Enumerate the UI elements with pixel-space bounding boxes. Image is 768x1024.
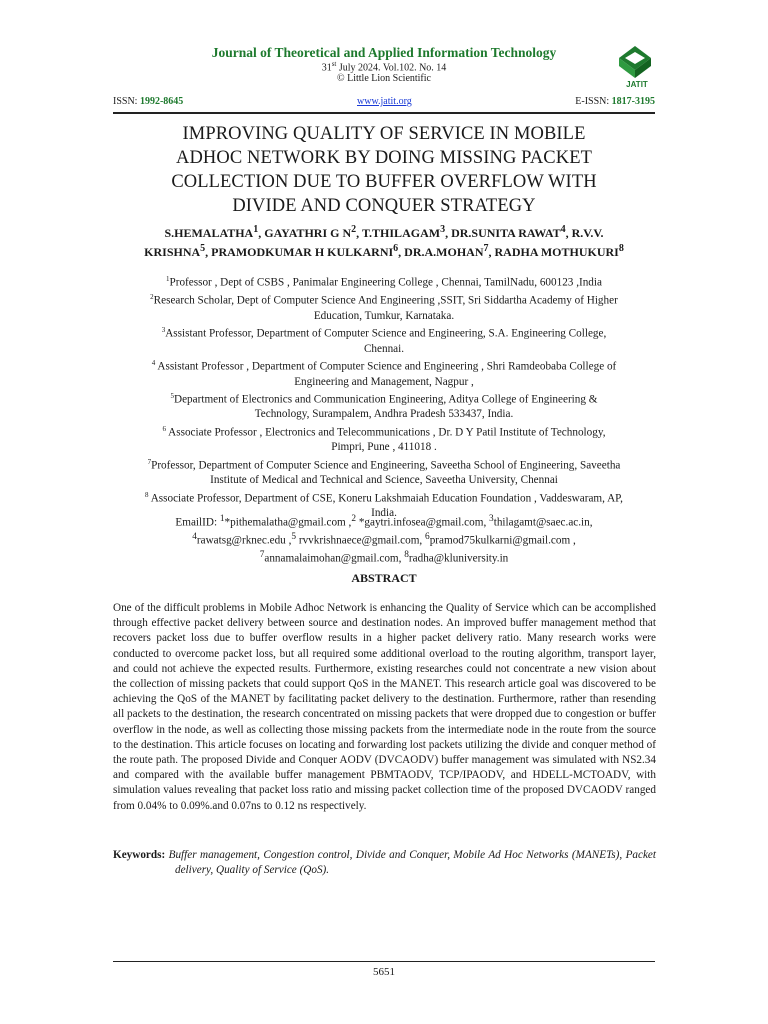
- issn: ISSN: 1992-8645: [113, 96, 184, 107]
- journal-issue-date: 31st July 2024. Vol.102. No. 14: [321, 60, 447, 74]
- paper-title: IMPROVING QUALITY OF SERVICE IN MOBILE ADHOC NETWORK BY DOING MISSING PACKET COLLECTION DUE TO BUFFER OVERFLOW WITH DIVIDE AND CONQUER STRATEGY: [171, 124, 597, 216]
- journal-website-link[interactable]: www.jatit.org: [357, 96, 412, 107]
- affiliation-4: $^4$ Assistant Professor , Department of Computer Science and Engineering , Shri Ramdeobaba College of Engineering and Management, Nagpur ,: [151, 359, 617, 388]
- affiliation-8: $^8$ Associate Professor, Department of CSE, Koneru Lakshmaiah Education Foundation , Vaddeswaram, AP, India.: [145, 490, 623, 520]
- affiliation-6: $^6$ Associate Professor , Electronics and Telecommunications , Dr. D Y Patil Institute of Technology, Pimpri, Pune , 411018 .: [162, 425, 606, 454]
- email-list: EmailID: $^1$*pithemalatha@gmail.com ,$^2$ *gaytri.infosea@gmail.com, $^3$thilagamt@saec.ac.in, $^4$rawatsg@rknec.edu ,$^5$ rvvkrishnaece@gmail.com, $^6$pramod75kulkarni@gmail.com , $^7$annamalaimohan@gmail.com, $^8$radha@kluniversity.in: [175, 514, 593, 566]
- affiliation-3: $^3$Assistant Professor, Department of Computer Science and Engineering, S.A. Engineering College, Chennai.: [161, 326, 607, 355]
- author-list: S.HEMALATHA$^1$, GAYATHRI G $N^2$, T.THILAGAM$^3$, DR.SUNITA RAWAT$^4$, R.V.V. KRISHNA$^5$, PRAMODKUMAR H KULKARNI$^6$, DR.A.MOHAN$^7$, RADHA MOTHUKURI$^8$: [144, 224, 624, 259]
- page-number: 5651: [373, 966, 395, 978]
- keywords: [113, 848, 656, 878]
- header-divider: [113, 112, 655, 114]
- affiliation-7: $^7$Professor, Department of Computer Science and Engineering, Saveetha School of Engineering, Saveetha Institute of Medical and Technical and Science, Saveetha University, Chennai: [147, 457, 621, 487]
- copyright-line: © Little Lion Scientific: [337, 73, 431, 84]
- abstract-heading: ABSTRACT: [351, 571, 417, 585]
- affiliation-list: [110, 272, 658, 521]
- keywords-label: Keywords:: [113, 849, 169, 861]
- affiliation-1: $^1$Professor , Dept of CSBS , Panimalar Engineering College , Chennai, TamilNadu, 600123 ,India: [166, 275, 602, 289]
- jatit-logo-text: JATIT: [626, 80, 648, 89]
- footer-divider: [113, 961, 655, 962]
- affiliation-2: $^2$Research Scholar, Dept of Computer Science And Engineering ,SSIT, Sri Siddartha Academy of Higher Education, Tumkur, Karnataka.: [150, 293, 618, 322]
- issn-row: [113, 96, 655, 110]
- keywords-text: Buffer management, Congestion control, Divide and Conquer, Mobile Ad Hoc Networks (MANETs), Packet delivery, Quality of Service (QoS).: [168, 849, 656, 877]
- affiliation-5: $^5$Department of Electronics and Communication Engineering, Aditya College of Engineering & Technology, Surampalem, Andhra Pradesh 533437, India.: [170, 392, 598, 421]
- journal-title: Journal of Theoretical and Applied Information Technology: [211, 45, 557, 60]
- abstract-body: One of the difficult problems in Mobile Adhoc Network is enhancing the Quality of Service which can be accomplished through effective packet delivery between source and destination nodes. An improved buffer management method that recovers packet loss due to buffer overflow results in a higher packet delivery ratio. Many research works were conducted to overcome packet loss, but all required some additional overload to the routing algorithm, transport layer, and could not achieve the expected results. Furthermore, existing researches could not concentrate a new vision about the collection of missing packets that could support QoS in the MANET. This research article goal was discovered to be achieving the QoS of the MANET by facilitating packet delivery to the destination. Furthermore, rather than resending all packets to the destination, the research concentrated on missing packets that were dropped due to congestion or buffer overflow in the node, as well as collecting those missing packets from the intermediate node in the route from the source to the destination. This article focuses on locating and forwarding lost packets utilizing the divide and conquer method of the route path. The proposed Divide and Conquer AODV (DVCAODV) buffer management was simulated with NS2.34 and compared with the available buffer management PBMTAODV, TCP/IPAODV, and HDELL-MCTOADV, with simulation values revealing that packet loss ratio and missing packet collection time of the proposed DVCAODV ranged from 0.04% to 0.09%.and 0.07ns to 0.12 ns respectively.: [113, 602, 656, 812]
- e-issn: E-ISSN: 1817-3195: [575, 96, 655, 107]
